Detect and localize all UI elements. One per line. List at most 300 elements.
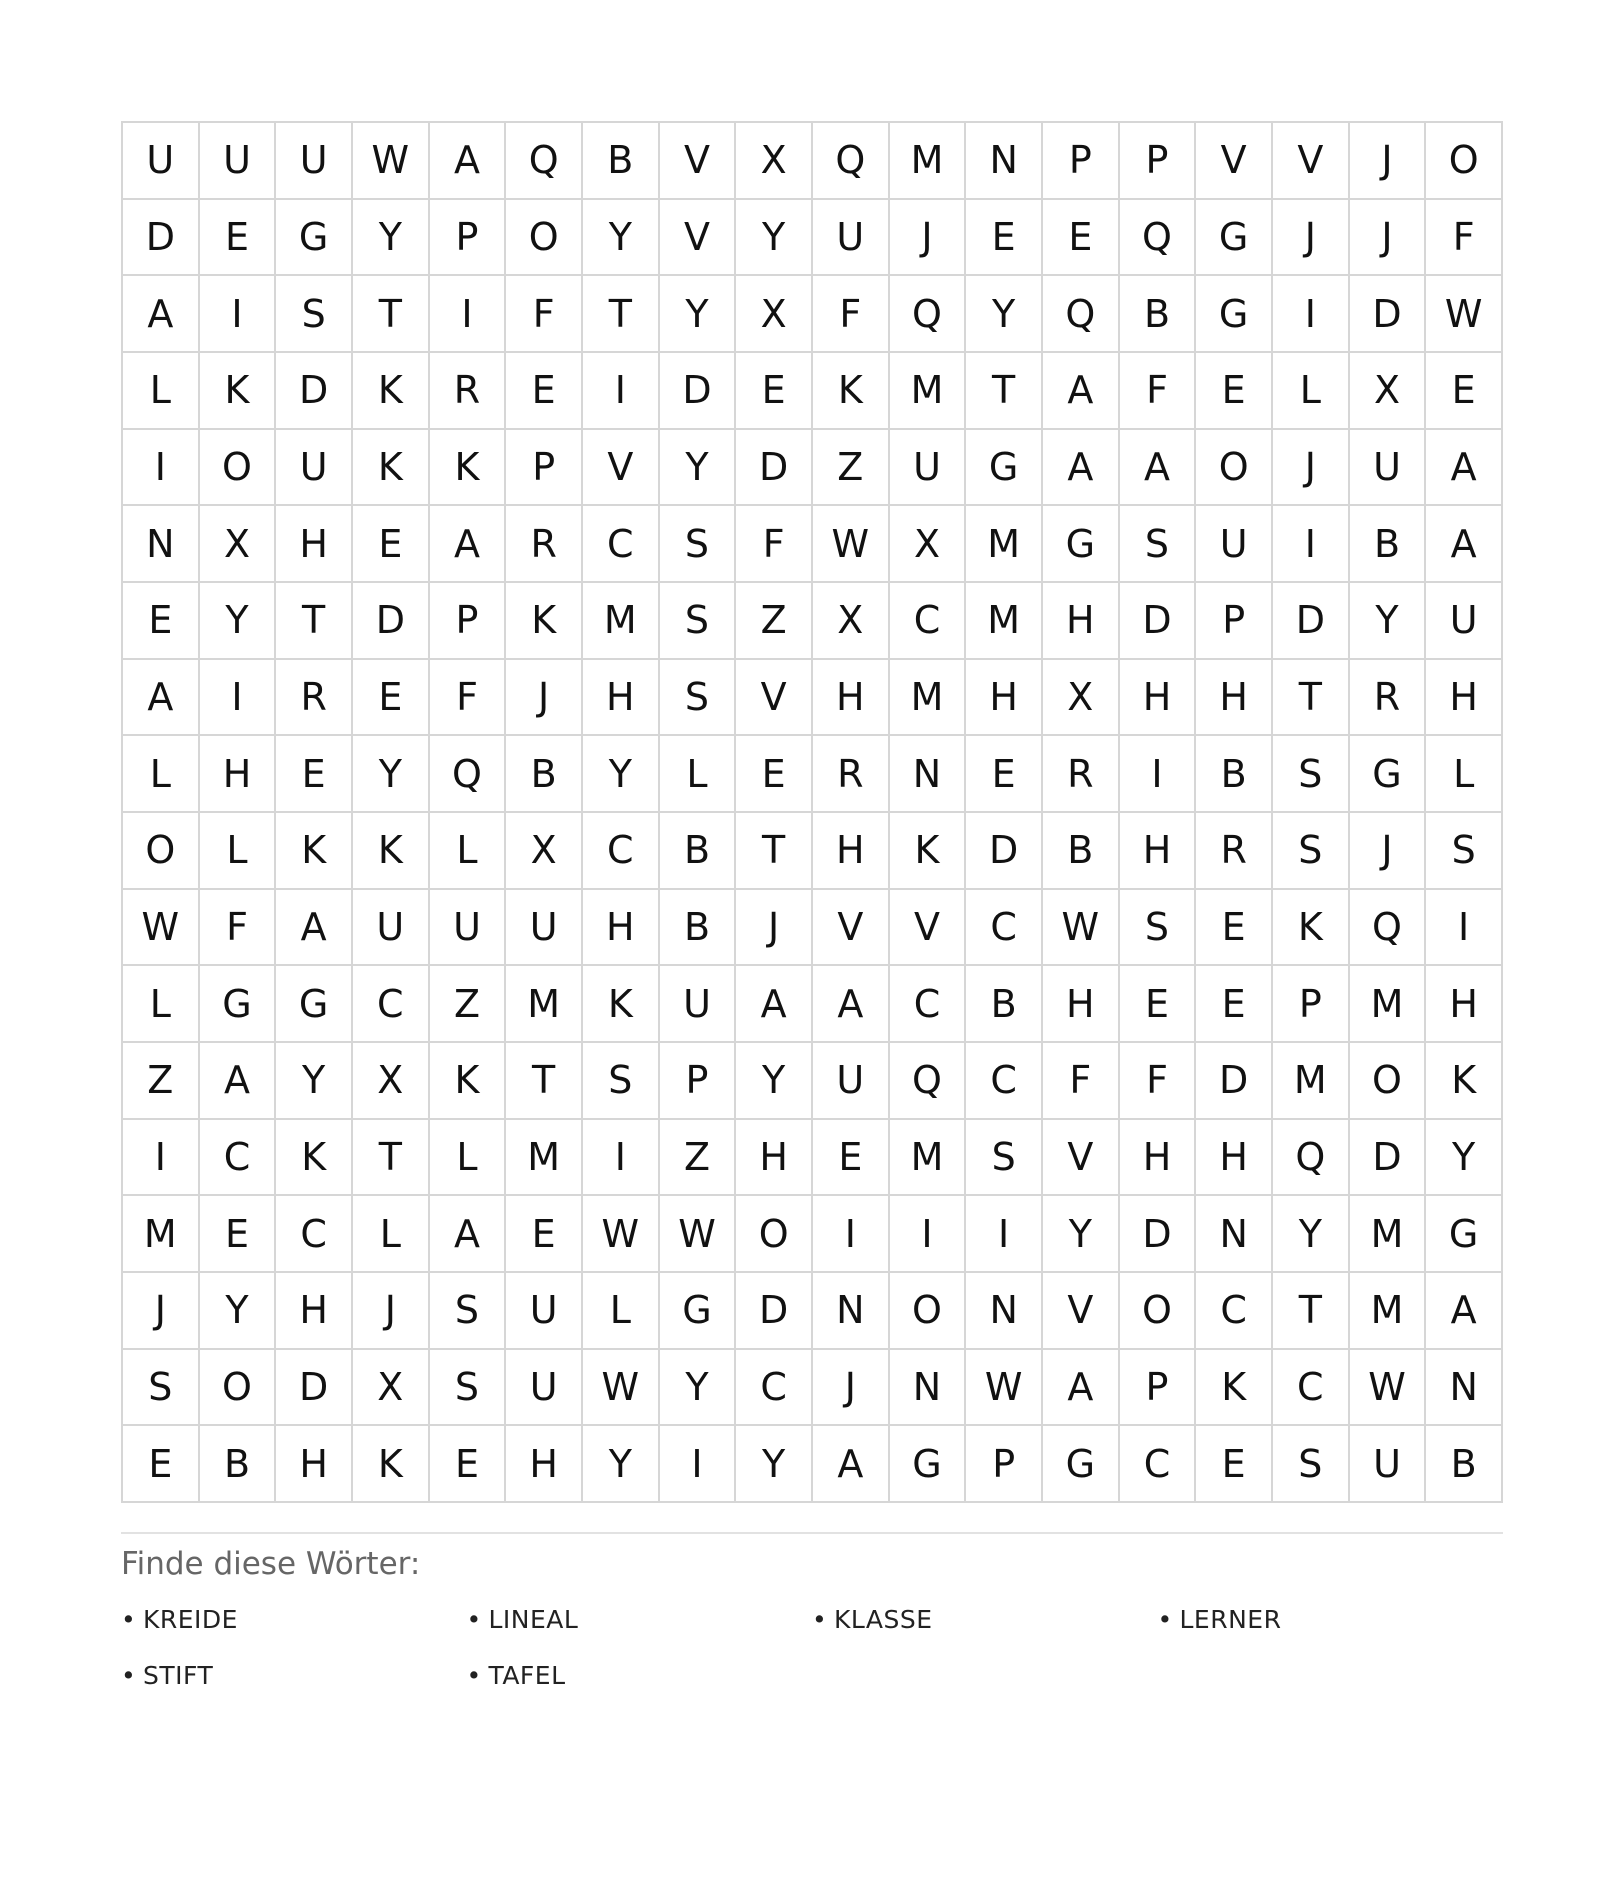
- grid-cell[interactable]: W: [583, 1350, 660, 1427]
- grid-cell[interactable]: H: [1196, 660, 1273, 737]
- grid-cell[interactable]: X: [1350, 353, 1427, 430]
- grid-cell[interactable]: U: [1350, 1426, 1427, 1503]
- grid-cell[interactable]: M: [506, 966, 583, 1043]
- grid-cell[interactable]: F: [200, 890, 277, 967]
- grid-cell[interactable]: C: [583, 813, 660, 890]
- grid-cell[interactable]: M: [123, 1196, 200, 1273]
- grid-cell[interactable]: H: [276, 506, 353, 583]
- grid-cell[interactable]: A: [1043, 1350, 1120, 1427]
- grid-cell[interactable]: A: [1426, 506, 1503, 583]
- grid-cell[interactable]: Q: [890, 1043, 967, 1120]
- grid-cell[interactable]: T: [506, 1043, 583, 1120]
- grid-cell[interactable]: U: [506, 1273, 583, 1350]
- grid-cell[interactable]: X: [200, 506, 277, 583]
- grid-cell[interactable]: S: [276, 276, 353, 353]
- grid-cell[interactable]: V: [890, 890, 967, 967]
- grid-cell[interactable]: O: [1426, 123, 1503, 200]
- grid-cell[interactable]: S: [1120, 890, 1197, 967]
- grid-cell[interactable]: I: [583, 353, 660, 430]
- grid-cell[interactable]: V: [660, 123, 737, 200]
- grid-cell[interactable]: C: [890, 966, 967, 1043]
- grid-cell[interactable]: X: [506, 813, 583, 890]
- grid-cell[interactable]: P: [1196, 583, 1273, 660]
- grid-cell[interactable]: Y: [1273, 1196, 1350, 1273]
- grid-cell[interactable]: A: [736, 966, 813, 1043]
- grid-cell[interactable]: S: [1273, 736, 1350, 813]
- grid-cell[interactable]: U: [813, 200, 890, 277]
- grid-cell[interactable]: O: [890, 1273, 967, 1350]
- grid-cell[interactable]: E: [430, 1426, 507, 1503]
- grid-cell[interactable]: Y: [736, 200, 813, 277]
- grid-cell[interactable]: E: [966, 736, 1043, 813]
- grid-cell[interactable]: E: [276, 736, 353, 813]
- grid-cell[interactable]: R: [1043, 736, 1120, 813]
- grid-cell[interactable]: P: [506, 430, 583, 507]
- grid-cell[interactable]: M: [966, 583, 1043, 660]
- grid-cell[interactable]: T: [736, 813, 813, 890]
- grid-cell[interactable]: S: [123, 1350, 200, 1427]
- grid-cell[interactable]: D: [736, 1273, 813, 1350]
- grid-cell[interactable]: A: [1043, 430, 1120, 507]
- grid-cell[interactable]: A: [430, 123, 507, 200]
- grid-cell[interactable]: J: [736, 890, 813, 967]
- grid-cell[interactable]: Y: [353, 200, 430, 277]
- grid-cell[interactable]: L: [123, 966, 200, 1043]
- grid-cell[interactable]: T: [1273, 660, 1350, 737]
- grid-cell[interactable]: E: [123, 1426, 200, 1503]
- grid-cell[interactable]: J: [1273, 430, 1350, 507]
- grid-cell[interactable]: J: [353, 1273, 430, 1350]
- grid-cell[interactable]: H: [736, 1120, 813, 1197]
- grid-cell[interactable]: F: [1426, 200, 1503, 277]
- grid-cell[interactable]: A: [430, 1196, 507, 1273]
- grid-cell[interactable]: P: [430, 583, 507, 660]
- grid-cell[interactable]: K: [353, 430, 430, 507]
- grid-cell[interactable]: S: [430, 1273, 507, 1350]
- grid-cell[interactable]: A: [123, 660, 200, 737]
- grid-cell[interactable]: H: [1426, 966, 1503, 1043]
- grid-cell[interactable]: S: [1120, 506, 1197, 583]
- grid-cell[interactable]: E: [200, 200, 277, 277]
- grid-cell[interactable]: K: [200, 353, 277, 430]
- grid-cell[interactable]: S: [583, 1043, 660, 1120]
- grid-cell[interactable]: E: [200, 1196, 277, 1273]
- grid-cell[interactable]: V: [1196, 123, 1273, 200]
- grid-cell[interactable]: K: [276, 813, 353, 890]
- grid-cell[interactable]: D: [353, 583, 430, 660]
- grid-cell[interactable]: S: [430, 1350, 507, 1427]
- grid-cell[interactable]: B: [583, 123, 660, 200]
- grid-cell[interactable]: D: [660, 353, 737, 430]
- grid-cell[interactable]: K: [1196, 1350, 1273, 1427]
- grid-cell[interactable]: E: [736, 353, 813, 430]
- grid-cell[interactable]: D: [276, 353, 353, 430]
- grid-cell[interactable]: K: [890, 813, 967, 890]
- grid-cell[interactable]: C: [966, 1043, 1043, 1120]
- grid-cell[interactable]: K: [1273, 890, 1350, 967]
- grid-cell[interactable]: L: [353, 1196, 430, 1273]
- grid-cell[interactable]: Y: [583, 736, 660, 813]
- grid-cell[interactable]: K: [1426, 1043, 1503, 1120]
- grid-cell[interactable]: Y: [736, 1043, 813, 1120]
- grid-cell[interactable]: I: [1120, 736, 1197, 813]
- grid-cell[interactable]: N: [1426, 1350, 1503, 1427]
- grid-cell[interactable]: S: [660, 583, 737, 660]
- grid-cell[interactable]: Q: [813, 123, 890, 200]
- grid-cell[interactable]: G: [1350, 736, 1427, 813]
- grid-cell[interactable]: H: [276, 1273, 353, 1350]
- grid-cell[interactable]: F: [736, 506, 813, 583]
- grid-cell[interactable]: F: [506, 276, 583, 353]
- grid-cell[interactable]: E: [736, 736, 813, 813]
- grid-cell[interactable]: U: [276, 123, 353, 200]
- grid-cell[interactable]: D: [966, 813, 1043, 890]
- grid-cell[interactable]: C: [583, 506, 660, 583]
- grid-cell[interactable]: D: [1196, 1043, 1273, 1120]
- grid-cell[interactable]: K: [506, 583, 583, 660]
- grid-cell[interactable]: I: [966, 1196, 1043, 1273]
- grid-cell[interactable]: C: [1196, 1273, 1273, 1350]
- grid-cell[interactable]: L: [583, 1273, 660, 1350]
- grid-cell[interactable]: L: [660, 736, 737, 813]
- grid-cell[interactable]: N: [966, 123, 1043, 200]
- grid-cell[interactable]: T: [353, 1120, 430, 1197]
- grid-cell[interactable]: M: [890, 353, 967, 430]
- grid-cell[interactable]: A: [1120, 430, 1197, 507]
- grid-cell[interactable]: X: [736, 123, 813, 200]
- grid-cell[interactable]: T: [966, 353, 1043, 430]
- grid-cell[interactable]: O: [200, 430, 277, 507]
- grid-cell[interactable]: P: [1120, 123, 1197, 200]
- grid-cell[interactable]: H: [200, 736, 277, 813]
- grid-cell[interactable]: I: [583, 1120, 660, 1197]
- grid-cell[interactable]: X: [1043, 660, 1120, 737]
- grid-cell[interactable]: R: [1350, 660, 1427, 737]
- grid-cell[interactable]: M: [506, 1120, 583, 1197]
- grid-cell[interactable]: E: [123, 583, 200, 660]
- grid-cell[interactable]: Z: [813, 430, 890, 507]
- grid-cell[interactable]: O: [123, 813, 200, 890]
- grid-cell[interactable]: Y: [1350, 583, 1427, 660]
- grid-cell[interactable]: G: [200, 966, 277, 1043]
- grid-cell[interactable]: E: [353, 660, 430, 737]
- grid-cell[interactable]: R: [506, 506, 583, 583]
- grid-cell[interactable]: G: [890, 1426, 967, 1503]
- grid-cell[interactable]: U: [1196, 506, 1273, 583]
- grid-cell[interactable]: S: [660, 660, 737, 737]
- grid-cell[interactable]: S: [1426, 813, 1503, 890]
- grid-cell[interactable]: K: [813, 353, 890, 430]
- grid-cell[interactable]: H: [506, 1426, 583, 1503]
- grid-cell[interactable]: O: [1196, 430, 1273, 507]
- grid-cell[interactable]: E: [813, 1120, 890, 1197]
- grid-cell[interactable]: U: [506, 1350, 583, 1427]
- grid-cell[interactable]: U: [1350, 430, 1427, 507]
- grid-cell[interactable]: Y: [1043, 1196, 1120, 1273]
- grid-cell[interactable]: E: [1196, 353, 1273, 430]
- grid-cell[interactable]: G: [1426, 1196, 1503, 1273]
- grid-cell[interactable]: I: [123, 1120, 200, 1197]
- grid-cell[interactable]: N: [890, 736, 967, 813]
- grid-cell[interactable]: U: [123, 123, 200, 200]
- grid-cell[interactable]: X: [890, 506, 967, 583]
- grid-cell[interactable]: P: [1120, 1350, 1197, 1427]
- grid-cell[interactable]: W: [813, 506, 890, 583]
- grid-cell[interactable]: M: [890, 123, 967, 200]
- grid-cell[interactable]: N: [966, 1273, 1043, 1350]
- grid-cell[interactable]: P: [1273, 966, 1350, 1043]
- grid-cell[interactable]: Y: [200, 1273, 277, 1350]
- grid-cell[interactable]: O: [1120, 1273, 1197, 1350]
- grid-cell[interactable]: F: [1043, 1043, 1120, 1120]
- grid-cell[interactable]: Y: [1426, 1120, 1503, 1197]
- grid-cell[interactable]: L: [1273, 353, 1350, 430]
- grid-cell[interactable]: E: [1120, 966, 1197, 1043]
- grid-cell[interactable]: K: [430, 430, 507, 507]
- grid-cell[interactable]: F: [1120, 1043, 1197, 1120]
- grid-cell[interactable]: H: [813, 660, 890, 737]
- grid-cell[interactable]: A: [430, 506, 507, 583]
- grid-cell[interactable]: Y: [660, 430, 737, 507]
- grid-cell[interactable]: J: [1350, 123, 1427, 200]
- grid-cell[interactable]: O: [736, 1196, 813, 1273]
- grid-cell[interactable]: H: [583, 660, 660, 737]
- grid-cell[interactable]: E: [1196, 890, 1273, 967]
- grid-cell[interactable]: E: [1043, 200, 1120, 277]
- grid-cell[interactable]: H: [1196, 1120, 1273, 1197]
- grid-cell[interactable]: J: [506, 660, 583, 737]
- grid-cell[interactable]: C: [736, 1350, 813, 1427]
- grid-cell[interactable]: M: [1273, 1043, 1350, 1120]
- grid-cell[interactable]: A: [1426, 430, 1503, 507]
- grid-cell[interactable]: X: [353, 1350, 430, 1427]
- grid-cell[interactable]: T: [583, 276, 660, 353]
- grid-cell[interactable]: L: [123, 736, 200, 813]
- grid-cell[interactable]: U: [890, 430, 967, 507]
- grid-cell[interactable]: Z: [123, 1043, 200, 1120]
- grid-cell[interactable]: W: [1426, 276, 1503, 353]
- grid-cell[interactable]: H: [1120, 1120, 1197, 1197]
- grid-cell[interactable]: Y: [276, 1043, 353, 1120]
- grid-cell[interactable]: P: [660, 1043, 737, 1120]
- grid-cell[interactable]: J: [1350, 200, 1427, 277]
- grid-cell[interactable]: B: [506, 736, 583, 813]
- grid-cell[interactable]: W: [123, 890, 200, 967]
- grid-cell[interactable]: O: [506, 200, 583, 277]
- grid-cell[interactable]: S: [1273, 813, 1350, 890]
- grid-cell[interactable]: M: [890, 660, 967, 737]
- grid-cell[interactable]: D: [1120, 1196, 1197, 1273]
- grid-cell[interactable]: D: [736, 430, 813, 507]
- grid-cell[interactable]: A: [1426, 1273, 1503, 1350]
- grid-cell[interactable]: D: [1350, 276, 1427, 353]
- grid-cell[interactable]: Y: [583, 1426, 660, 1503]
- grid-cell[interactable]: I: [813, 1196, 890, 1273]
- grid-cell[interactable]: P: [1043, 123, 1120, 200]
- grid-cell[interactable]: I: [200, 276, 277, 353]
- grid-cell[interactable]: C: [353, 966, 430, 1043]
- grid-cell[interactable]: V: [660, 200, 737, 277]
- grid-cell[interactable]: I: [430, 276, 507, 353]
- grid-cell[interactable]: E: [506, 1196, 583, 1273]
- grid-cell[interactable]: M: [1350, 1196, 1427, 1273]
- grid-cell[interactable]: T: [276, 583, 353, 660]
- grid-cell[interactable]: U: [1426, 583, 1503, 660]
- grid-cell[interactable]: Y: [736, 1426, 813, 1503]
- grid-cell[interactable]: O: [200, 1350, 277, 1427]
- grid-cell[interactable]: J: [813, 1350, 890, 1427]
- grid-cell[interactable]: A: [123, 276, 200, 353]
- grid-cell[interactable]: L: [123, 353, 200, 430]
- grid-cell[interactable]: Y: [583, 200, 660, 277]
- grid-cell[interactable]: E: [966, 200, 1043, 277]
- grid-cell[interactable]: D: [276, 1350, 353, 1427]
- grid-cell[interactable]: C: [1120, 1426, 1197, 1503]
- grid-cell[interactable]: B: [1120, 276, 1197, 353]
- grid-cell[interactable]: O: [1350, 1043, 1427, 1120]
- grid-cell[interactable]: Y: [660, 276, 737, 353]
- grid-cell[interactable]: B: [1426, 1426, 1503, 1503]
- grid-cell[interactable]: J: [123, 1273, 200, 1350]
- grid-cell[interactable]: W: [583, 1196, 660, 1273]
- grid-cell[interactable]: H: [276, 1426, 353, 1503]
- grid-cell[interactable]: D: [1350, 1120, 1427, 1197]
- grid-cell[interactable]: B: [660, 890, 737, 967]
- grid-cell[interactable]: A: [813, 1426, 890, 1503]
- grid-cell[interactable]: M: [1350, 966, 1427, 1043]
- grid-cell[interactable]: H: [813, 813, 890, 890]
- grid-cell[interactable]: V: [583, 430, 660, 507]
- grid-cell[interactable]: Z: [736, 583, 813, 660]
- grid-cell[interactable]: F: [813, 276, 890, 353]
- grid-cell[interactable]: L: [1426, 736, 1503, 813]
- grid-cell[interactable]: E: [506, 353, 583, 430]
- grid-cell[interactable]: K: [353, 353, 430, 430]
- grid-cell[interactable]: J: [1273, 200, 1350, 277]
- grid-cell[interactable]: Y: [660, 1350, 737, 1427]
- grid-cell[interactable]: X: [353, 1043, 430, 1120]
- grid-cell[interactable]: B: [966, 966, 1043, 1043]
- grid-cell[interactable]: Q: [1120, 200, 1197, 277]
- grid-cell[interactable]: B: [1196, 736, 1273, 813]
- grid-cell[interactable]: Q: [890, 276, 967, 353]
- grid-cell[interactable]: V: [1273, 123, 1350, 200]
- grid-cell[interactable]: E: [353, 506, 430, 583]
- grid-cell[interactable]: V: [813, 890, 890, 967]
- grid-cell[interactable]: Q: [506, 123, 583, 200]
- grid-cell[interactable]: V: [1043, 1120, 1120, 1197]
- grid-cell[interactable]: D: [1120, 583, 1197, 660]
- grid-cell[interactable]: L: [430, 1120, 507, 1197]
- grid-cell[interactable]: U: [430, 890, 507, 967]
- grid-cell[interactable]: N: [1196, 1196, 1273, 1273]
- grid-cell[interactable]: N: [123, 506, 200, 583]
- grid-cell[interactable]: U: [660, 966, 737, 1043]
- grid-cell[interactable]: H: [1120, 660, 1197, 737]
- grid-cell[interactable]: I: [890, 1196, 967, 1273]
- grid-cell[interactable]: J: [890, 200, 967, 277]
- grid-cell[interactable]: P: [966, 1426, 1043, 1503]
- grid-cell[interactable]: H: [1426, 660, 1503, 737]
- grid-cell[interactable]: Y: [966, 276, 1043, 353]
- grid-cell[interactable]: U: [353, 890, 430, 967]
- grid-cell[interactable]: K: [353, 1426, 430, 1503]
- grid-cell[interactable]: R: [813, 736, 890, 813]
- grid-cell[interactable]: P: [430, 200, 507, 277]
- grid-cell[interactable]: X: [813, 583, 890, 660]
- grid-cell[interactable]: W: [1350, 1350, 1427, 1427]
- grid-cell[interactable]: M: [583, 583, 660, 660]
- grid-cell[interactable]: M: [966, 506, 1043, 583]
- grid-cell[interactable]: B: [660, 813, 737, 890]
- grid-cell[interactable]: C: [276, 1196, 353, 1273]
- grid-cell[interactable]: K: [583, 966, 660, 1043]
- grid-cell[interactable]: W: [966, 1350, 1043, 1427]
- grid-cell[interactable]: I: [1273, 276, 1350, 353]
- grid-cell[interactable]: B: [1350, 506, 1427, 583]
- grid-cell[interactable]: C: [966, 890, 1043, 967]
- grid-cell[interactable]: W: [660, 1196, 737, 1273]
- grid-cell[interactable]: N: [890, 1350, 967, 1427]
- grid-cell[interactable]: G: [276, 200, 353, 277]
- grid-cell[interactable]: S: [1273, 1426, 1350, 1503]
- grid-cell[interactable]: C: [1273, 1350, 1350, 1427]
- grid-cell[interactable]: M: [890, 1120, 967, 1197]
- grid-cell[interactable]: E: [1426, 353, 1503, 430]
- grid-cell[interactable]: H: [1043, 966, 1120, 1043]
- grid-cell[interactable]: X: [736, 276, 813, 353]
- grid-cell[interactable]: F: [1120, 353, 1197, 430]
- grid-cell[interactable]: Y: [200, 583, 277, 660]
- grid-cell[interactable]: Z: [660, 1120, 737, 1197]
- grid-cell[interactable]: Z: [430, 966, 507, 1043]
- grid-cell[interactable]: T: [1273, 1273, 1350, 1350]
- grid-cell[interactable]: K: [353, 813, 430, 890]
- grid-cell[interactable]: D: [123, 200, 200, 277]
- grid-cell[interactable]: V: [1043, 1273, 1120, 1350]
- grid-cell[interactable]: U: [276, 430, 353, 507]
- grid-cell[interactable]: I: [200, 660, 277, 737]
- grid-cell[interactable]: E: [1196, 966, 1273, 1043]
- grid-cell[interactable]: I: [660, 1426, 737, 1503]
- grid-cell[interactable]: F: [430, 660, 507, 737]
- grid-cell[interactable]: G: [1043, 506, 1120, 583]
- grid-cell[interactable]: N: [813, 1273, 890, 1350]
- grid-cell[interactable]: V: [736, 660, 813, 737]
- grid-cell[interactable]: L: [430, 813, 507, 890]
- grid-cell[interactable]: A: [276, 890, 353, 967]
- grid-cell[interactable]: C: [200, 1120, 277, 1197]
- grid-cell[interactable]: H: [1120, 813, 1197, 890]
- grid-cell[interactable]: B: [1043, 813, 1120, 890]
- grid-cell[interactable]: K: [276, 1120, 353, 1197]
- grid-cell[interactable]: G: [1196, 276, 1273, 353]
- grid-cell[interactable]: A: [813, 966, 890, 1043]
- grid-cell[interactable]: L: [200, 813, 277, 890]
- grid-cell[interactable]: I: [1426, 890, 1503, 967]
- grid-cell[interactable]: G: [966, 430, 1043, 507]
- grid-cell[interactable]: D: [1273, 583, 1350, 660]
- grid-cell[interactable]: I: [1273, 506, 1350, 583]
- grid-cell[interactable]: G: [1043, 1426, 1120, 1503]
- grid-cell[interactable]: S: [966, 1120, 1043, 1197]
- grid-cell[interactable]: Q: [1273, 1120, 1350, 1197]
- grid-cell[interactable]: Y: [353, 736, 430, 813]
- grid-cell[interactable]: W: [1043, 890, 1120, 967]
- grid-cell[interactable]: T: [353, 276, 430, 353]
- grid-cell[interactable]: M: [1350, 1273, 1427, 1350]
- grid-cell[interactable]: E: [1196, 1426, 1273, 1503]
